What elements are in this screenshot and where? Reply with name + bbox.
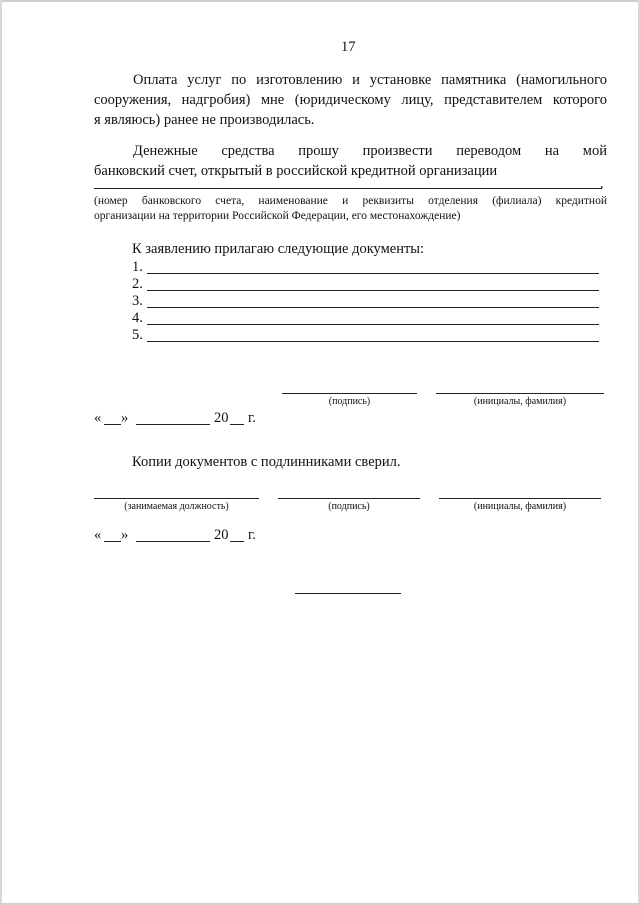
scan-border-top — [0, 0, 640, 2]
signature-caption: (подпись) — [328, 396, 371, 407]
document-item-number: 1. — [132, 259, 143, 275]
year-input-line[interactable] — [230, 541, 244, 542]
paragraph2-line1: Денежные средства прошу произвести переводом на мой — [133, 143, 607, 159]
document-item-number: 3. — [132, 293, 143, 309]
year-suffix: г. — [248, 527, 256, 543]
position-caption: (занимаемая должность) — [124, 501, 229, 512]
document-item-line[interactable] — [147, 307, 599, 308]
name-line[interactable] — [439, 498, 601, 499]
day-input-line[interactable] — [104, 424, 121, 425]
position-line[interactable] — [94, 498, 259, 499]
year-suffix: г. — [248, 410, 256, 426]
date-quote-close: » — [121, 527, 129, 543]
document-item-line[interactable] — [147, 273, 599, 274]
bank-caption-line2: организации на территории Российской Федерации, его местонахождение) — [94, 210, 461, 222]
document-item-line[interactable] — [147, 341, 599, 342]
copies-statement: Копии документов с подлинниками сверил. — [132, 454, 401, 470]
paragraph1-line1: Оплата услуг по изготовлению и установке памятника (намогильного — [133, 72, 607, 88]
year-prefix: 20 — [214, 410, 229, 426]
date-quote-open: « — [94, 527, 102, 543]
document-item-number: 4. — [132, 310, 143, 326]
paragraph2-line2: банковский счет, открытый в российской кредитной организации — [94, 163, 498, 179]
signature-line[interactable] — [278, 498, 420, 499]
documents-heading: К заявлению прилагаю следующие документы: — [132, 241, 425, 257]
bank-caption-line1: (номер банковского счета, наименование и реквизиты отделения (филиала) кредитной — [94, 195, 607, 207]
bank-details-input-line[interactable] — [94, 188, 602, 189]
month-input-line[interactable] — [136, 541, 210, 542]
scan-border-left — [0, 0, 2, 905]
paragraph1-line2: сооружения, надгробия) мне (юридическому лицу, представителем которого — [94, 92, 607, 108]
year-input-line[interactable] — [230, 424, 244, 425]
paragraph1-line3: я являюсь) ранее не производилась. — [94, 112, 315, 128]
page-number: 17 — [341, 39, 356, 55]
document-item-number: 5. — [132, 327, 143, 343]
signature-caption: (подпись) — [328, 501, 370, 512]
end-separator-line — [295, 593, 401, 594]
year-prefix: 20 — [214, 527, 229, 543]
date-quote-open: « — [94, 410, 102, 426]
document-item-line[interactable] — [147, 324, 599, 325]
month-input-line[interactable] — [136, 424, 210, 425]
document-item-number: 2. — [132, 276, 143, 292]
date-quote-close: » — [121, 410, 129, 426]
signature-line[interactable] — [282, 393, 417, 394]
name-caption: (инициалы, фамилия) — [473, 501, 567, 512]
name-line[interactable] — [436, 393, 604, 394]
document-item-line[interactable] — [147, 290, 599, 291]
day-input-line[interactable] — [104, 541, 121, 542]
bank-details-end-mark: . — [600, 176, 604, 192]
name-caption: (инициалы, фамилия) — [473, 396, 567, 407]
